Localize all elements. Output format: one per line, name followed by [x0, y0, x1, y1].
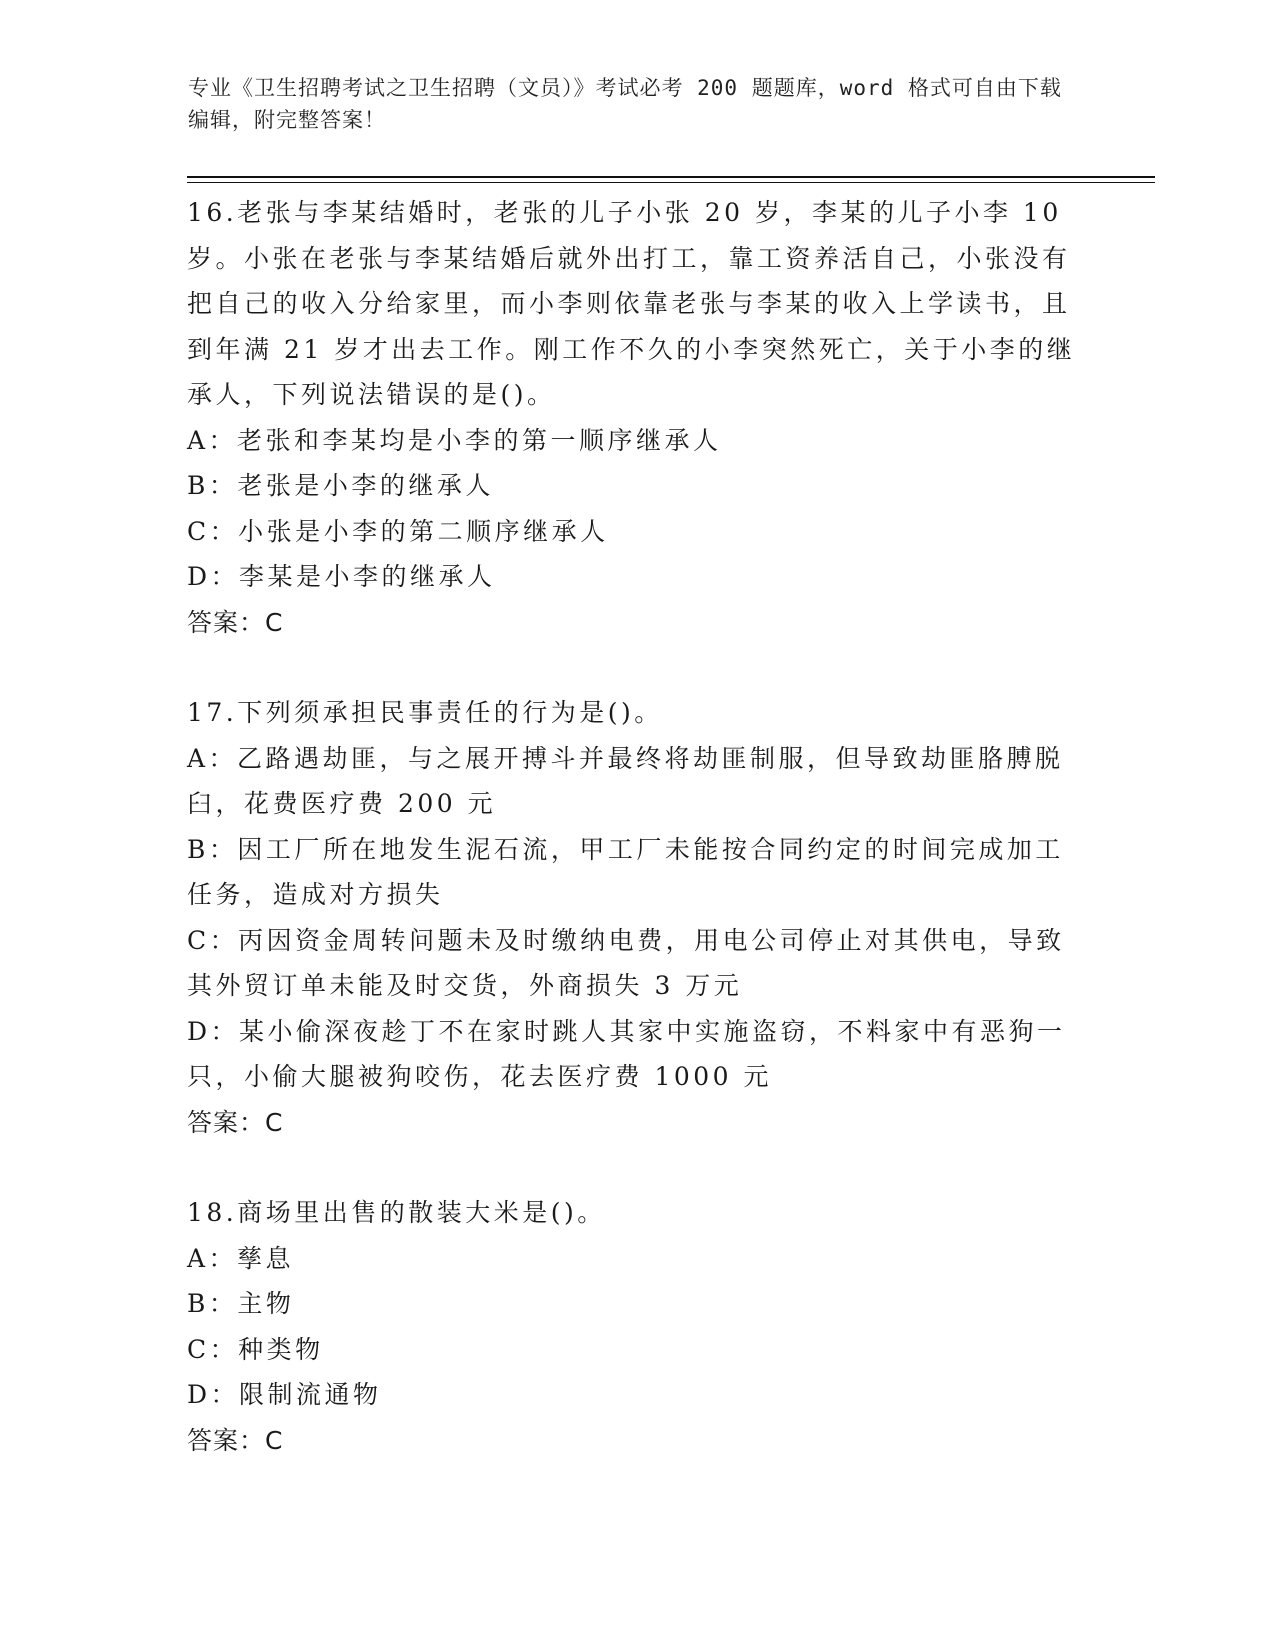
option-b: B：主物 [187, 1289, 295, 1318]
option-d: D：限制流通物 [187, 1380, 382, 1409]
question-16 [187, 190, 1077, 645]
question-stem: 16.老张与李某结婚时，老张的儿子小张 20 岁，李某的儿子小李 10 岁。小张在老张与李某结婚后就外出打工，靠工资养活自己，小张没有把自己的收入分给家里，而小李则依靠老张与李某的收入上学读书，且到年满 21 岁才出去工作。刚工作不久的小李突然死亡，关于小李的继承人，下列说法错误的是()。 [187, 198, 1076, 409]
answer-line: 答案：C [187, 607, 284, 637]
question-stem: 17.下列须承担民事责任的行为是()。 [187, 698, 663, 727]
question-list [187, 190, 1077, 1508]
option-c: C：种类物 [187, 1334, 324, 1364]
option-b: B：因工厂所在地发生泥石流，甲工厂未能按合同约定的时间完成加工任务，造成对方损失 [187, 834, 1064, 909]
question-18 [187, 1190, 1077, 1463]
option-d: D：某小偷深夜趁丁不在家时跳人其家中实施盗窃，不料家中有恶狗一只，小偷大腿被狗咬伤，花去医疗费 1000 元 [187, 1016, 1066, 1091]
header-divider-thick [187, 176, 1155, 178]
header-divider-thin [187, 182, 1155, 183]
option-a: A：孳息 [187, 1243, 295, 1273]
option-c: C：丙因资金周转问题未及时缴纳电费，用电公司停止对其供电，导致其外贸订单未能及时交货，外商损失 3 万元 [187, 925, 1065, 1000]
document-header-intro: 专业《卫生招聘考试之卫生招聘（文员）》考试必考 200 题题库，word 格式可自由下载编辑，附完整答案！ [188, 76, 1062, 132]
option-a: A：乙路遇劫匪，与之展开搏斗并最终将劫匪制服，但导致劫匪胳膊脱臼，花费医疗费 200 元 [187, 743, 1064, 818]
option-b: B：老张是小李的继承人 [187, 471, 494, 500]
answer-line: 答案：C [187, 1107, 284, 1137]
option-d: D：李某是小李的继承人 [187, 562, 496, 591]
option-a: A：老张和李某均是小李的第一顺序继承人 [187, 425, 722, 455]
answer-line: 答案：C [187, 1425, 284, 1455]
question-stem: 18.商场里出售的散装大米是()。 [187, 1198, 606, 1227]
option-c: C：小张是小李的第二顺序继承人 [187, 516, 609, 546]
question-17 [187, 690, 1077, 1145]
